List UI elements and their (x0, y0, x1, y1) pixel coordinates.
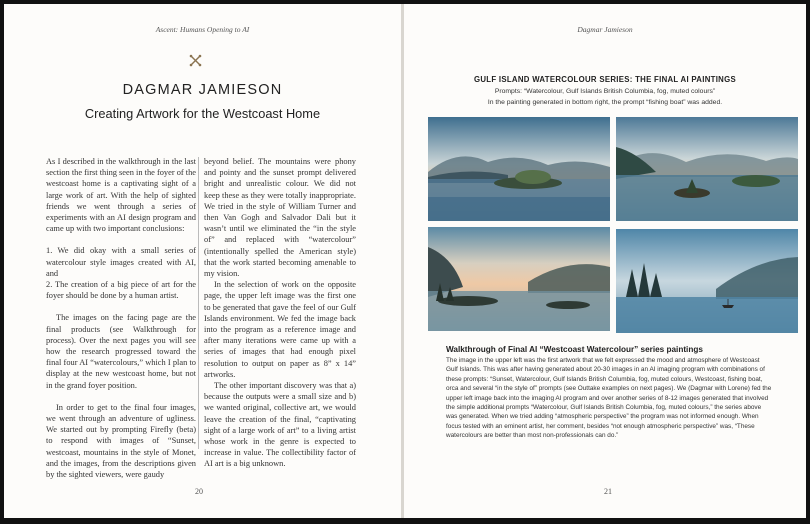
body-column-2 (204, 156, 356, 470)
paragraph: In the selection of work on the opposite page, the upper left image was the first one to be generated that gave the feel of our Gulf Islands environment. We fed the image back into the program as a reference image and after many iterations were came up with a series of images that had enough pixel resolution to output on paper as 8” x 14” artworks. (204, 280, 356, 379)
body-column-1 (46, 156, 196, 480)
crossed-tools-icon (189, 54, 202, 67)
running-head-right: Dagmar Jamieson (577, 25, 633, 34)
paragraph: As I described in the walkthrough in the last section the first thing seen in the foyer of the westcoast home is a captivating sight of a large work of art. With the help of sighted friends we went through a series of experiments with an AI design program and came up with two important conclusions: (46, 157, 197, 234)
paragraph: 1. We did okay with a small series of watercolour style images created with AI, and (46, 246, 196, 278)
watercolour-painting-lower-right-fishing-boat (616, 229, 798, 333)
series-title: GULF ISLAND WATERCOLOUR SERIES: THE FINAL AI PAINTINGS (474, 75, 736, 84)
walkthrough-heading: Walkthrough of Final AI “Westcoast Watercolour” series paintings (446, 345, 703, 354)
watercolour-painting-upper-right (616, 117, 798, 221)
running-head-left: Ascent: Humans Opening to AI (155, 25, 250, 34)
watercolour-painting-lower-left (428, 227, 610, 331)
walkthrough-body: The image in the upper left was the first artwork that we felt expressed the mood and atmosphere of Westcoast Gulf Islands. This was after having generated about 20-30 images in an AI imaging program with combinations of these prompts: “Sunset, Watercolour, Gulf Islands British Columbia, fog, muted colours, Westcoast, fishing boat, orca and several “in the style of” prompts (see Outtake examples on next pages). We (Dagmar with Lorene) fed the upper left image back into the imaging AI program and over another series of 8-12 images generated that involved the simple additional prompts “Watercolour, Gulf Islands British Columbia, fog, muted colours,” the series above was generated. When we tried adding “atmospheric perspective” the program was not informed enough. When focus tested with an eminent artist, her comment, besides “not enough atmospheric perspective” was, “These watercolours are better than most non-professionals can do.” (446, 357, 772, 440)
prompt-line: In the painting generated in bottom right, the prompt “fishing boat” was added. (487, 99, 723, 106)
page-number-left: 20 (195, 487, 203, 496)
right-page (404, 4, 806, 518)
left-page (4, 4, 401, 518)
watercolour-painting-upper-left (428, 117, 610, 221)
prompt-line: Prompts: “Watercolour, Gulf Islands British Columbia, fog, muted colours” (494, 88, 716, 95)
author-name: DAGMAR JAMIESON (122, 82, 283, 98)
paragraph: The other important discovery was that a) because the outputs were a small size and b) we wanted original, collective art, we would leave the creation of the final, “captivating sight of a large work of art” to a living artist whose work in the genre is expected to increase in value. The collectibility factor of AI art is a big unknown. (204, 381, 356, 469)
paragraph: 2. The creation of a big piece of art for the foyer should be done by a human artist. (46, 280, 196, 301)
column-divider (198, 157, 199, 449)
paragraph: The images on the facing page are the final products (see Walkthrough for process). Over the next pages you will see how the research progressed toward the final four AI “watercolours,” which I plan to display at the new westcoast home, but not in the grand foyer position. (46, 313, 196, 390)
paragraph: beyond belief. The mountains were phony and pointy and the sunset prompt delivered bright and unrealistic colour. We did not keep these as they were totally inappropriate. We tried in the style of William Turner and then Van Gogh and Salvador Dali but it wasn’t until we eliminated the “in the style of” and replaced with “watercolour” (intentionally spelled the American style) that the work started becoming amenable to my vision. (204, 157, 356, 279)
paragraph: In order to get to the final four images, we went through an adventure of ugliness. We started out by prompting Firefly (beta) to respond with images of “Sunset, westcoast, mountains in the style of Monet, and the images, from the descriptions given by the sighted viewers, were gaudy (46, 402, 196, 480)
page-number-right: 21 (604, 487, 612, 496)
chapter-title: Creating Artwork for the Westcoast Home (84, 106, 321, 121)
